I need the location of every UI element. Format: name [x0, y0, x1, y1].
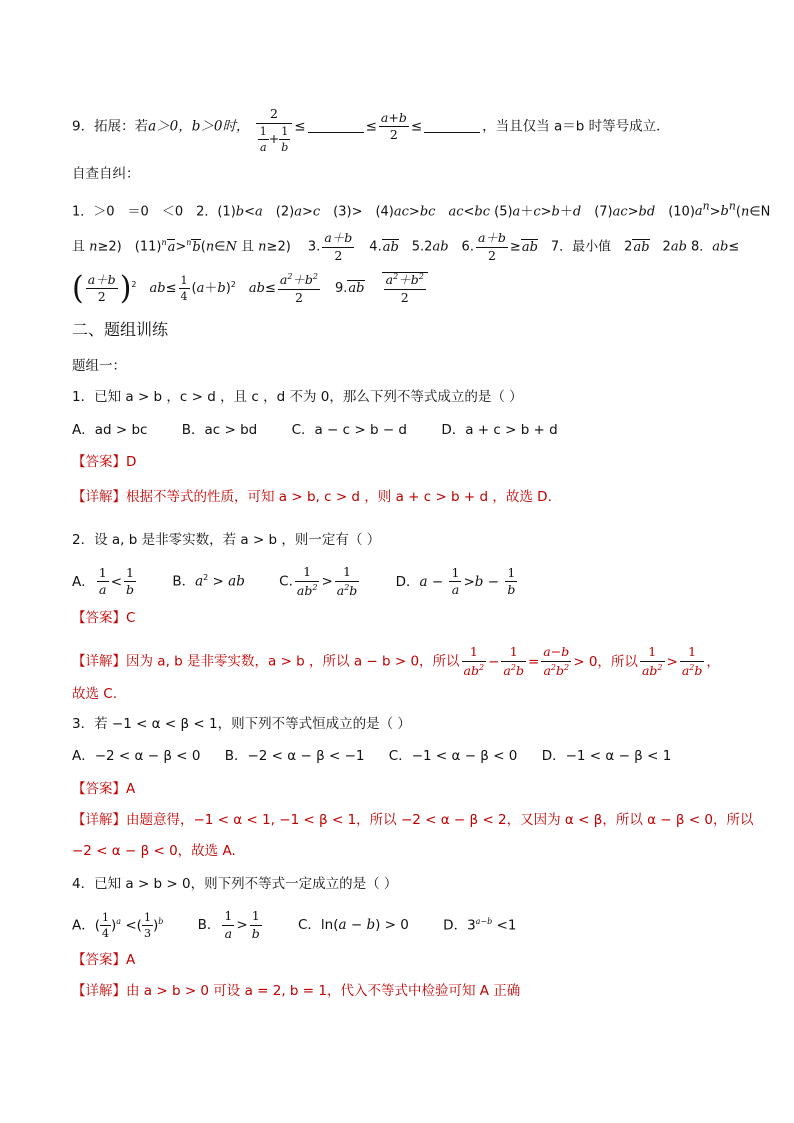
question-3-detail [72, 810, 754, 830]
option-b[interactable]: B．$a^2$ > ab [172, 573, 245, 590]
option-a[interactable]: A． $\frac{1}{a}$ < $\frac{1}{b}$ [72, 564, 135, 598]
question-3-options [72, 746, 754, 766]
detail-label: 【详解】 [72, 489, 126, 505]
option-d[interactable]: D．a + c > b + d [441, 422, 558, 438]
frac-num: 2 [256, 108, 293, 124]
blank-2[interactable] [424, 120, 480, 133]
self-check-answers-line-1: 1．＞0 ＝0 ＜0 2．(1)b<a (2)a>c (3)> (4)ac>bc ac<bc (5)a＋c>b＋d (7)ac>bd $(10)a^n>b^n(n\in N$ [72, 200, 771, 220]
answer-label: 【答案】 [72, 610, 126, 626]
question-2-answer [72, 608, 754, 628]
detail-label: 【详解】 [72, 812, 126, 828]
question-3-detail-cont [72, 841, 754, 861]
question-4-options [72, 910, 754, 940]
question-2-options [72, 566, 754, 597]
frac-den: $\frac{1}{a}$ + $\frac{1}{b}$ [259, 124, 289, 154]
question-2-stem: 2．设 a, b 是非零实数，若 a > b ，则一定有（ ） [72, 532, 381, 548]
self-check-title: 自查自纠： [72, 166, 140, 182]
answer-value: C [126, 610, 136, 626]
detail-label: 【详解】 [72, 983, 126, 999]
option-d[interactable]: D．a − $\frac{1}{a}$ >b − $\frac{1}{b}$ [395, 564, 516, 598]
question-9: 9．拓展：若a＞0，b＞0时， 2 $\frac{1}{a}$ + $\frac{1}{b}$ ≤ ≤ $\frac{a+b}{2}$ ≤ ，当且仅当 a＝b 时等号成立． [72, 106, 670, 154]
question-2-detail: 【详解】因为 a, b 是非零实数，a > b ，所以 a − b > 0，所以 $\frac{1}{ab^2}$ − $\frac{1}{a^2b}$ = $\frac{a-b}{a^2b^2}$ > 0，所以 $\frac{1}{ab^2}$ > $\frac{1}{a^2b}$ ， [72, 644, 720, 678]
detail-text: −2 < α − β < 0，故选 A. [72, 843, 236, 859]
question-1-answer [72, 452, 754, 472]
harmonic-mean-fraction [256, 108, 293, 153]
option-c[interactable]: C．−1 < α − β < 0 [388, 748, 518, 764]
q9-suffix: ，当且仅当 a＝b 时等号成立． [482, 118, 670, 135]
option-c[interactable]: C．a − c > b − d [291, 422, 408, 438]
answer-value: A [126, 781, 136, 797]
option-c[interactable]: C. $\frac{1}{ab^2}$ > $\frac{1}{a^2b}$ [279, 564, 358, 598]
question-1-detail [72, 487, 754, 507]
group-title: 题组一： [72, 358, 126, 374]
answer-label: 【答案】 [72, 952, 126, 968]
self-check-answers-line-2: 且 n≥2) $(11)^na>^nb(n\in N$ 且 n≥2) 3. $\frac{a+b}{2}$ 4.ab 5.2ab 6. $\frac{a+b}{2}$ ≥ab 7．最小值 2ab 2ab 8．ab≤ [72, 230, 740, 263]
answer-label: 【答案】 [72, 454, 126, 470]
answer-value: D [126, 454, 137, 470]
question-4-stem: 4．已知 a > b > 0，则下列不等式一定成立的是（ ） [72, 876, 398, 892]
question-2-detail-cont [72, 684, 754, 704]
option-c[interactable]: C．ln(a − b) > 0 [298, 917, 409, 933]
self-check-answers-line-3: ( $\frac{a+b}{2}$ )$^2$ ab≤ $\frac{1}{4}$ $(a+b)^2$ ab≤ $\frac{a^2+b^2}{2}$ 9.ab $\frac{a^2+b^2}{2}$ [72, 272, 754, 304]
question-4-answer [72, 950, 754, 970]
detail-text: 根据不等式的性质，可知 a > b, c > d ，则 a + c > b + d ，故选 D. [126, 489, 552, 505]
answer-label: 【答案】 [72, 781, 126, 797]
arithmetic-mean-fraction: $\frac{a+b}{2}$ [380, 109, 407, 142]
option-d[interactable]: D．$3^{a-b} <1$ [443, 916, 517, 933]
q9-cond: a＞0，b＞0时， [148, 118, 250, 135]
section-title: 二、题组训练 [72, 320, 169, 339]
option-a[interactable]: A．( $\frac{1}{4}$ )$^a$ <( $\frac{1}{3}$ )$^b$ [72, 910, 164, 940]
option-a[interactable]: A．−2 < α − β < 0 [72, 748, 201, 764]
option-b[interactable]: B． $\frac{1}{a}$ > $\frac{1}{b}$ [197, 908, 260, 941]
question-1-options [72, 420, 754, 440]
answer-value: A [126, 952, 136, 968]
question-3-answer [72, 779, 754, 799]
detail-text: 由 a > b > 0 可设 a = 2, b = 1，代入不等式中检验可知 A 正确 [126, 983, 521, 999]
q9-prefix: 9．拓展：若 [72, 118, 149, 135]
question-4-detail [72, 981, 754, 1001]
question-3-stem: 3．若 −1 < α < β < 1，则下列不等式恒成立的是（ ） [72, 716, 411, 732]
detail-label: 【详解】 [72, 653, 126, 670]
detail-text: 由题意得，−1 < α < 1, −1 < β < 1，所以 −2 < α − β < 2，又因为 α < β，所以 α − β < 0，所以 [126, 812, 754, 828]
detail-text: 故选 C. [72, 686, 118, 702]
detail-text: 因为 a, b 是非零实数，a > b ，所以 a − b > 0，所以 [126, 653, 460, 670]
blank-1[interactable] [308, 120, 364, 133]
question-1-stem: 1．已知 a > b ，c > d ，且 c ，d 不为 0，那么下列不等式成立的是（ ） [72, 389, 523, 405]
option-d[interactable]: D．−1 < α − β < 1 [541, 748, 672, 764]
option-a[interactable]: A．ad > bc [72, 422, 148, 438]
option-b[interactable]: B．ac > bd [181, 422, 258, 438]
option-b[interactable]: B．−2 < α − β < −1 [224, 748, 365, 764]
